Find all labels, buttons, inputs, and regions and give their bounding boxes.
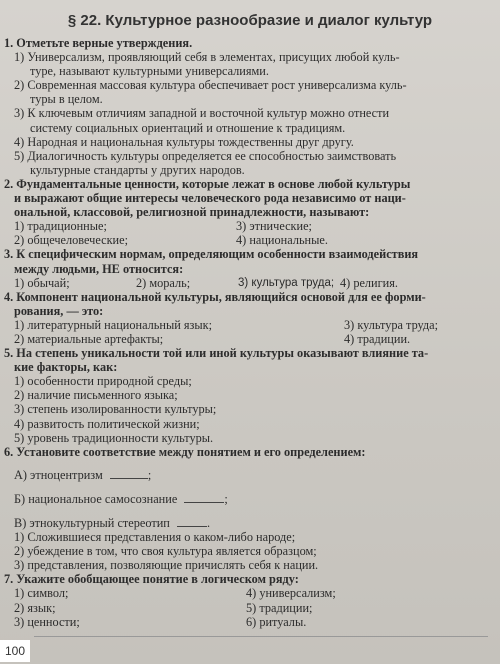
answer-blank-a[interactable] xyxy=(110,468,148,479)
q3-option: 3) культура труда; xyxy=(238,276,335,289)
footer-divider xyxy=(34,636,488,637)
q5-option: 5) уровень традиционности культуры. xyxy=(14,430,214,445)
q1-option-cont: туре, называют культурными универсалиями. xyxy=(30,64,269,79)
q2-option: 1) традиционные; xyxy=(14,219,107,234)
question-6: 6. Установите соответствие между понятием и его определением: xyxy=(4,444,366,459)
q6-term-c xyxy=(4,516,492,530)
q7-option: 5) традиции; xyxy=(246,600,313,615)
q2-options-row xyxy=(4,219,492,233)
q4-options-row xyxy=(4,332,492,346)
q1-option-cont: туры в целом. xyxy=(30,92,103,107)
q5-option: 3) степень изолированности культуры; xyxy=(14,402,217,417)
answer-blank-c[interactable] xyxy=(177,516,207,527)
q7-option: 3) ценности; xyxy=(14,614,80,629)
q1-option: 2) Современная массовая культура обеспечивает рост универсализма куль- xyxy=(14,78,407,93)
q2-option: 3) этнические; xyxy=(236,219,312,234)
question-3-cont: между людьми, НЕ относится: xyxy=(14,261,184,276)
question-4: 4. Компонент национальной культуры, являющийся основой для ее форми- xyxy=(4,289,426,304)
q6-definition: 3) представления, позволяющие причислять себя к нации. xyxy=(14,558,319,573)
q1-option: 5) Диалогичность культуры определяется ее способностью заимствовать xyxy=(14,148,397,163)
q1-option-cont: культурные стандарты у других народов. xyxy=(30,162,245,177)
q4-option: 2) материальные артефакты; xyxy=(14,331,164,346)
q3-option: 2) мораль; xyxy=(136,275,191,290)
q7-option: 2) язык; xyxy=(14,600,56,615)
q1-option: 3) К ключевым отличиям западной и восточной культур можно отнести xyxy=(14,106,390,121)
exercise-list xyxy=(4,36,492,629)
question-2: 2. Фундаментальные ценности, которые лежат в основе любой культуры xyxy=(4,176,411,191)
q6-definition: 1) Сложившиеся представления о каком-либо народе; xyxy=(14,530,296,545)
q6-term-c-dot: . xyxy=(206,516,211,530)
q5-option: 4) развитость политической жизни; xyxy=(14,416,200,431)
q6-term-b-semicolon: ; xyxy=(224,491,228,506)
q3-options-row xyxy=(4,276,492,290)
q1-option: 1) Универсализм, проявляющий себя в элементах, присущих любой куль- xyxy=(14,50,400,65)
q6-term-a xyxy=(4,468,492,482)
q2-option: 4) национальные. xyxy=(236,233,328,248)
q7-options-row xyxy=(4,586,492,600)
q6-term-a-semicolon: ; xyxy=(147,467,152,482)
question-2-cont: и выражают общие интересы человеческого рода независимо от наци- xyxy=(14,191,406,206)
q4-options-row xyxy=(4,318,492,332)
question-5-cont: кие факторы, как: xyxy=(14,360,118,375)
q4-option: 1) литературный национальный язык; xyxy=(14,317,213,332)
q6-term-b-label: Б) национальное самосознание xyxy=(14,491,178,506)
section-title: § 22. Культурное разнообразие и диалог культур xyxy=(67,12,433,29)
question-4-cont: рования, — это: xyxy=(14,303,104,318)
q7-options-row xyxy=(4,615,492,629)
q3-option: 4) религия. xyxy=(340,275,398,290)
q5-option: 1) особенности природной среды; xyxy=(14,374,192,389)
question-1: 1. Отметьте верные утверждения. xyxy=(4,36,193,50)
question-2-cont: ональной, классовой, религиозной принадлежности, называют: xyxy=(14,205,370,220)
question-3: 3. К специфическим нормам, определяющим особенности взаимодействия xyxy=(4,247,419,262)
answer-blank-b[interactable] xyxy=(184,492,224,503)
q1-option: 4) Народная и национальная культуры тождественны друг другу. xyxy=(14,134,354,149)
q5-option: 2) наличие письменного языка; xyxy=(14,388,178,403)
q7-option: 1) символ; xyxy=(14,586,69,601)
q7-option: 4) универсализм; xyxy=(246,586,336,601)
q1-option-cont: систему социальных ориентаций и отношение к традициям. xyxy=(30,120,346,135)
q6-term-a-label: А) этноцентризм xyxy=(14,467,103,482)
q2-options-row xyxy=(4,233,492,247)
q4-option: 4) традиции. xyxy=(344,331,411,346)
page-number: 100 xyxy=(0,640,30,662)
q6-term-b xyxy=(4,492,492,506)
question-7: 7. Укажите обобщающее понятие в логическом ряду: xyxy=(4,572,299,587)
q2-option: 2) общечеловеческие; xyxy=(14,233,128,248)
q4-option: 3) культура труда; xyxy=(344,317,439,332)
q7-options-row xyxy=(4,601,492,615)
q3-option: 1) обычай; xyxy=(14,275,70,290)
question-5: 5. На степень уникальности той или иной культуры оказывают влияние та- xyxy=(4,346,429,361)
q6-definition: 2) убеждение в том, что своя культура является образцом; xyxy=(14,544,317,559)
q6-term-c-label: В) этнокультурный стереотип xyxy=(14,516,170,530)
q7-option: 6) ритуалы. xyxy=(246,614,307,629)
